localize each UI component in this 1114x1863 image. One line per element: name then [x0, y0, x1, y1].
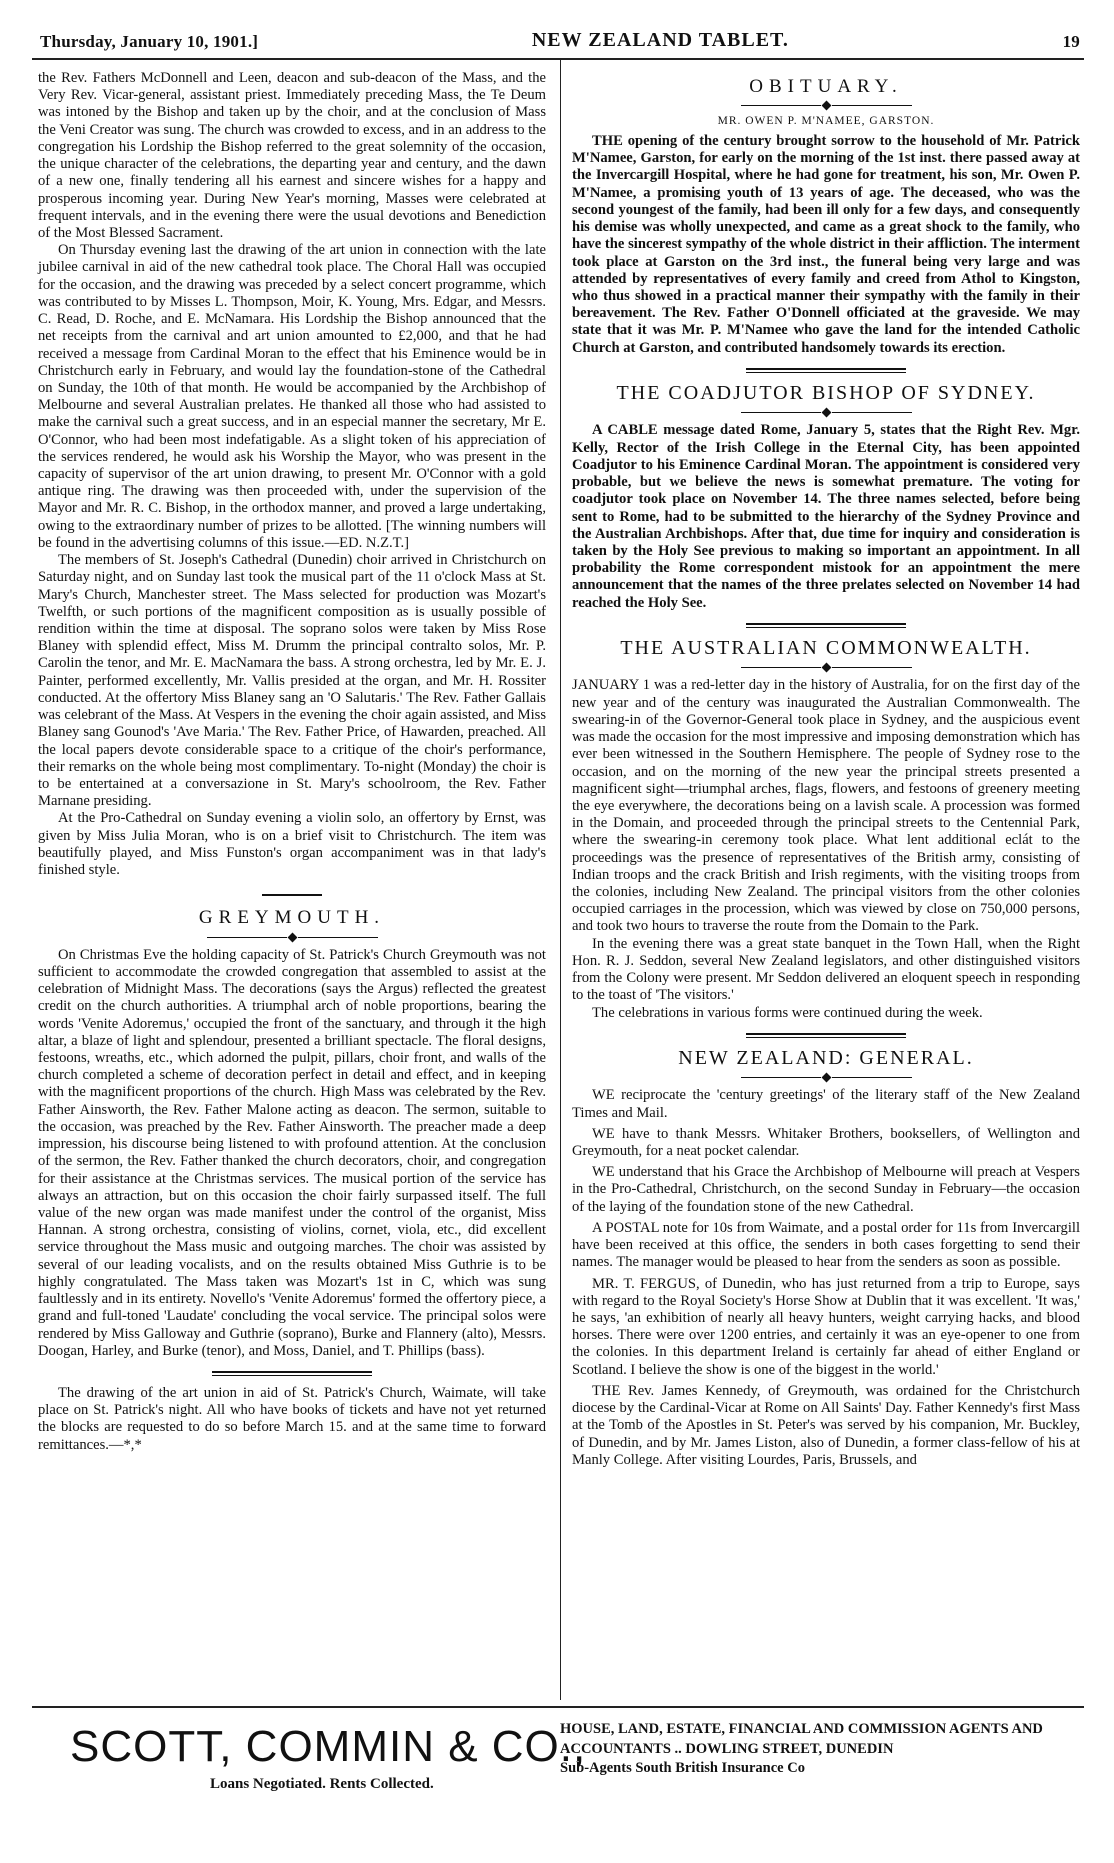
ad-details-line: ACCOUNTANTS .. DOWLING STREET, DUNEDIN	[560, 1740, 894, 1757]
heading-ornament	[572, 664, 1080, 671]
divider-line	[212, 1375, 372, 1376]
ad-services: Loans Negotiated. Rents Collected.	[210, 1776, 434, 1792]
ornament-line	[832, 667, 912, 668]
section-divider	[38, 893, 546, 897]
divider-line	[746, 372, 906, 373]
article-paragraph: A CABLE message dated Rome, January 5, states that the Right Rev. Mgr. Kelly, Rector of the Irish College in the Eternal City, has been appointed Coadjutor to his Eminence Cardinal Moran. The appointment is considered very probable, but we believe the news is somewhat premature. The voting for coadjutor took place on November 14. The three names selected, before being sent to Rome, had to be submitted to the hierarchy of the Sydney Province and the Australian Archbishops. After that, due time for inquiry and consideration is taken by the Holy See previous to making so important an appointment. In all probability the Rome correspondent mistook for an appointment the mere announcement that the names of the three prelates selected on November 14 had reached the Holy See.	[572, 422, 1080, 611]
divider-line	[746, 1033, 906, 1035]
ornament-line	[298, 937, 378, 938]
column-rule	[560, 60, 561, 1700]
heading-ornament	[38, 934, 546, 941]
footer-rule	[32, 1706, 1084, 1708]
ornament-line	[832, 105, 912, 106]
commonwealth-heading: THE AUSTRALIAN COMMONWEALTH.	[620, 636, 1032, 659]
article-paragraph: WE have to thank Messrs. Whitaker Brothers, booksellers, of Wellington and Greymouth, for a neat pocket calendar.	[572, 1125, 1080, 1160]
footer-advertisement	[40, 1712, 1080, 1852]
divider-line	[746, 1037, 906, 1038]
article-paragraph: THE opening of the century brought sorrow to the household of Mr. Patrick M'Namee, Garston, for early on the morning of the 1st inst. there passed away at the Invercargill Hospital, where he had gone for treatment, his son, Mr. Owen P. M'Namee, a promising youth of 13 years of age. The deceased, who was the second youngest of the family, had been ill only for a few days, and consequently his demise was wholly unexpected, and came as a great shock to the family, who have the sincerest sympathy of the whole district in their affliction. The interment took place at Garston on the 3rd inst., the funeral being very large and was attended by representatives of every family and creed from Athol to Kingston, who thus showed in a practical manner their sympathy with the family in their bereavement. The Rev. Father O'Donnell officiated at the graveside. We may state that it was Mr. P. M'Namee who gave the land for the intended Catholic Church at Garston, and contributed handsomely towards its erection.	[572, 132, 1080, 356]
article-paragraph: A POSTAL note for 10s from Waimate, and a postal order for 11s from Invercargill have been received at this office, the senders in both cases forgetting to send their names. The manager would be pleased to hear from the senders as soon as possible.	[572, 1219, 1080, 1271]
section-divider	[572, 367, 1080, 374]
coadjutor-heading: THE COADJUTOR BISHOP OF SYDNEY.	[616, 381, 1036, 404]
ornament-line	[741, 105, 821, 106]
heading-ornament	[572, 102, 1080, 109]
ornament-line	[832, 1077, 912, 1078]
diamond-icon	[287, 932, 297, 942]
diamond-icon	[821, 408, 831, 418]
divider-line	[746, 623, 906, 625]
ad-details	[560, 1720, 1080, 1779]
section-divider	[38, 1370, 546, 1377]
header-rule	[32, 58, 1084, 60]
obituary-heading: OBITUARY.	[749, 76, 903, 97]
heading-ornament	[572, 409, 1080, 416]
page-header	[40, 24, 1080, 52]
article-paragraph: MR. T. FERGUS, of Dunedin, who has just returned from a trip to Europe, says with regard to the Royal Society's Horse Show at Dublin that it was excellent. 'It was,' he says, 'an exhibition of nearly all heavy hunters, weight carrying hacks, and blood horses. There were over 1200 entries, and certainly it was an eye-opener to one from the colonies. In this department Ireland is certainly far ahead of either England or Scotland. I believe the show is one of the biggest in the world.'	[572, 1275, 1080, 1378]
ornament-line	[832, 412, 912, 413]
left-column	[38, 70, 546, 1454]
article-paragraph: The drawing of the art union in aid of St. Patrick's Church, Waimate, will take place on St. Patrick's night. All who have books of tickets and have not yet returned the blocks are requested to do so before March 15. and at the same time to forward remittances.—*,*	[38, 1384, 546, 1453]
page-number: 19	[1062, 32, 1080, 51]
diamond-icon	[821, 663, 831, 673]
article-paragraph: THE Rev. James Kennedy, of Greymouth, was ordained for the Christchurch diocese by the Cardinal-Vicar at Rome on All Saints' Day. Father Kennedy's first Mass at the Tomb of the Apostles in St. Peter's was served by his companion, Mr. Buckley, of Dunedin, and by Mr. James Liston, also of Dunedin, a former class-fellow of his at Manly College. After visiting Lourdes, Paris, Brussels, and	[572, 1382, 1080, 1468]
divider-line	[746, 368, 906, 370]
article-paragraph: On Christmas Eve the holding capacity of St. Patrick's Church Greymouth was not sufficient to accommodate the crowded congregation that assembled to assist at the celebration of Midnight Mass. The decorations (says the Argus) reflected the greatest credit on the church authorities. A triumphal arch of noble proportions, bearing the words 'Venite Adoremus,' occupied the front of the sanctuary, and through it the high altar, a blaze of light and splendour, presented a brilliant spectacle. The floral designs, festoons, wreaths, etc., which adorned the pulpit, pillars, choir front, and walls of the church completed a scheme of decoration perfect in detail and effect, and in keeping with the magnificent proportions of the church. High Mass was celebrated by the Rev. Father Ainsworth, the Rev. Father Malone acting as deacon. The sermon, suitable to the occasion, was preached by the Rev. Father Ainsworth. The preacher made a deep impression, his discourse being listened to with profound attention. At the conclusion of the sermon, the Rev. Father thanked the church decorators, choir, and congregation for their assistance at the Christmas services. The musical portion of the service has always an attraction, but on this occasion the choir fairly surpassed itself. The full value of the new organ was made manifest under the control of the organist, Miss Hannan. A strong orchestra, consisting of violins, cornet, viola, etc., did excellent service throughout the Mass music and outgoing marches. The choir was assisted by several of our leading vocalists, and on the results obtained Miss Guthrie is to be highly congratulated. The Mass taken was Mozart's 1st in C, which was sung faultlessly and in its entirety. Novello's 'Venite Adoremus' formed the offertory piece, a grand and full-toned 'Laudate' concluding the vocal service. The principal solos were rendered by Miss Galloway and Guthrie (soprano), Burke and Flannery (alto), Messrs. Doogan, Harley, and Burke (tenor), and Moss, Daniel, and T. Phillips (bass).	[38, 946, 546, 1359]
header-title: NEW ZEALAND TABLET.	[531, 29, 789, 51]
article-paragraph: At the Pro-Cathedral on Sunday evening a violin solo, an offertory by Ernst, was given by Miss Julia Moran, who is on a brief visit to Christchurch. The item was beautifully played, and Miss Funston's organ accompaniment was in that lady's finished style.	[38, 810, 546, 879]
ad-details-line: HOUSE, LAND, ESTATE, FINANCIAL AND COMMISSION AGENTS AND	[560, 1721, 1043, 1737]
ad-company-name: SCOTT, COMMIN & CO.,	[70, 1722, 587, 1771]
section-divider	[572, 1032, 1080, 1039]
ornament-line	[741, 667, 821, 668]
right-column	[572, 70, 1080, 1469]
article-paragraph: In the evening there was a great state banquet in the Town Hall, when the Right Hon. R. J. Seddon, several New Zealand legislators, and other distinguished visitors from the Colony were present. Mr Seddon delivered an eloquent speech in responding to the toast of 'The visitors.'	[572, 935, 1080, 1004]
article-paragraph: The members of St. Joseph's Cathedral (Dunedin) choir arrived in Christchurch on Saturday night, and on Sunday last took the musical part of the 11 o'clock Mass at St. Mary's Church, Manchester street. The Mass selected for production was Mozart's Twelfth, or such portions of the magnificent composition as is usually possible of rendition within the time at disposal. The soprano solos were taken by Miss Rose Blaney with splendid effect, Miss M. Drumm the principal contralto solos, Mr. P. Carolin the tenor, and Mr. E. MacNamara the bass. A strong orchestra, led by Mr. E. J. Painter, performed excellently, Mr. Vallis presided at the organ, and Mr. H. Rossiter conducted. At the offertory Miss Blaney sang an 'O Salutaris.' The Rev. Father Gallais was celebrant of the Mass. At Vespers in the evening the choir again assisted, and Miss Blaney sang Gounod's 'Ave Maria.' The Rev. Father Price, of Hawarden, preached. All the local papers devote considerable space to a critique of the choir's performance, their remarks on the whole being most complimentary. To-night (Monday) the choir is to be entertained at a conversazione in St. Mary's schoolroom, the Rev. Father Marnane presiding.	[38, 552, 546, 810]
divider-line	[212, 1371, 372, 1373]
nz-general-heading: NEW ZEALAND: GENERAL.	[678, 1046, 974, 1069]
ornament-line	[741, 1077, 821, 1078]
article-paragraph: The celebrations in various forms were continued during the week.	[592, 1004, 983, 1021]
ornament-line	[207, 937, 287, 938]
divider-line	[746, 627, 906, 628]
diamond-icon	[821, 101, 831, 111]
ornament-line	[741, 412, 821, 413]
article-paragraph: WE reciprocate the 'century greetings' of the literary staff of the New Zealand Times and Mail.	[572, 1087, 1080, 1121]
diamond-icon	[821, 1073, 831, 1083]
greymouth-heading: GREYMOUTH.	[198, 907, 386, 929]
heading-ornament	[572, 1074, 1080, 1081]
article-paragraph: the Rev. Fathers McDonnell and Leen, deacon and sub-deacon of the Mass, and the Very Rev. Vicar-general, assistant priest. Immediately preceding Mass, the Te Deum was intoned by the Bishop and taken up by the choir, and at the conclusion of Mass the Veni Creator was sung. The church was crowded to excess, and in an address to the congregation his Lordship the Bishop referred to the great solemnity of the occasion, the unique character of the celebrations, the departing year and century, and the dawn of a new one, finally tendering all his earnest and sincere wishes for a happy and prosperous incoming year. During New Year's morning, Masses were celebrated at frequent intervals, and in the evening there were the usual devotions and Benediction of the Most Blessed Sacrament.	[38, 70, 546, 241]
section-divider	[572, 622, 1080, 629]
divider-line	[262, 894, 322, 896]
ad-details-line: Sub-Agents South British Insurance Co	[560, 1760, 805, 1777]
article-paragraph: JANUARY 1 was a red-letter day in the history of Australia, for on the first day of the new year and of the century was inaugurated the Australian Commonwealth. The swearing-in of the Governor-General took place in Sydney, and the auspicious event was made the occasion for the most impressive and imposing demonstration which has ever been witnessed in the Southern Hemisphere. The people of Sydney rose to the occasion, and on the morning of the new year the principal streets presented a magnificent sight—triumphal arches, flags, flowers, and festoons of greenery meeting the eye everywhere, the decorations being on a lavish scale. A procession was formed in the Domain, and proceeded through the principal streets to the Centennial Park, where the swearing-in ceremony took place. What lent additional eclát to the proceedings was the presence of representatives of the British army, consisting of Indian troops and the crack British and Irish regiments, with the visiting troops from the colonies, including New Zealand. The principal visitors from the other colonies occupied carriages in the procession, which was viewed by close on 750,000 persons, and took two hours to traverse the route from the Domain to the Park.	[572, 677, 1080, 935]
header-date: Thursday, January 10, 1901.]	[40, 32, 259, 51]
article-paragraph: WE understand that his Grace the Archbishop of Melbourne will preach at Vespers in the Pro-Cathedral, Christchurch, on the second Sunday in February—the occasion of the laying of the foundation stone of the new Cathedral.	[572, 1164, 1080, 1215]
article-paragraph: On Thursday evening last the drawing of the art union in connection with the late jubilee carnival in aid of the new cathedral took place. The Choral Hall was occupied for the occasion, and the drawing was preceded by a select concert programme, which was contributed to by Misses L. Thompson, Moir, K. Young, Mrs. Edgar, and Messrs. C. Read, D. Roche, and E. McNamara. His Lordship the Bishop announced that the net receipts from the carnival and art union amounted to £2,000, and that he had received a message from Cardinal Moran to the effect that his Eminence would be in Christchurch early in February, and would lay the foundation-stone of the Cathedral on Sunday, the 10th of that month. He would be accompanied by the Archbishop of Melbourne and several Australian prelates. He thanked all those who had assisted to make the carnival such a great success, and in an especial manner the secretary, Mr E. O'Connor, who had been most indefatigable. As a slight token of his appreciation of the services rendered, he would ask his Worship the Mayor, who was present in the capacity of supervisor of the art union drawing, to present Mr. O'Connor with a gold antique ring. The drawing was then proceeded with, under the supervision of the Mayor and Mr. R. C. Bishop, in the orthodox manner, and proved a large undertaking, owing to the extraordinary number of prizes to be allotted. [The winning numbers will be found in the advertising columns of this issue.—ED. N.Z.T.]	[38, 242, 546, 551]
obituary-subheading: MR. OWEN P. M'NAMEE, GARSTON.	[717, 115, 935, 128]
